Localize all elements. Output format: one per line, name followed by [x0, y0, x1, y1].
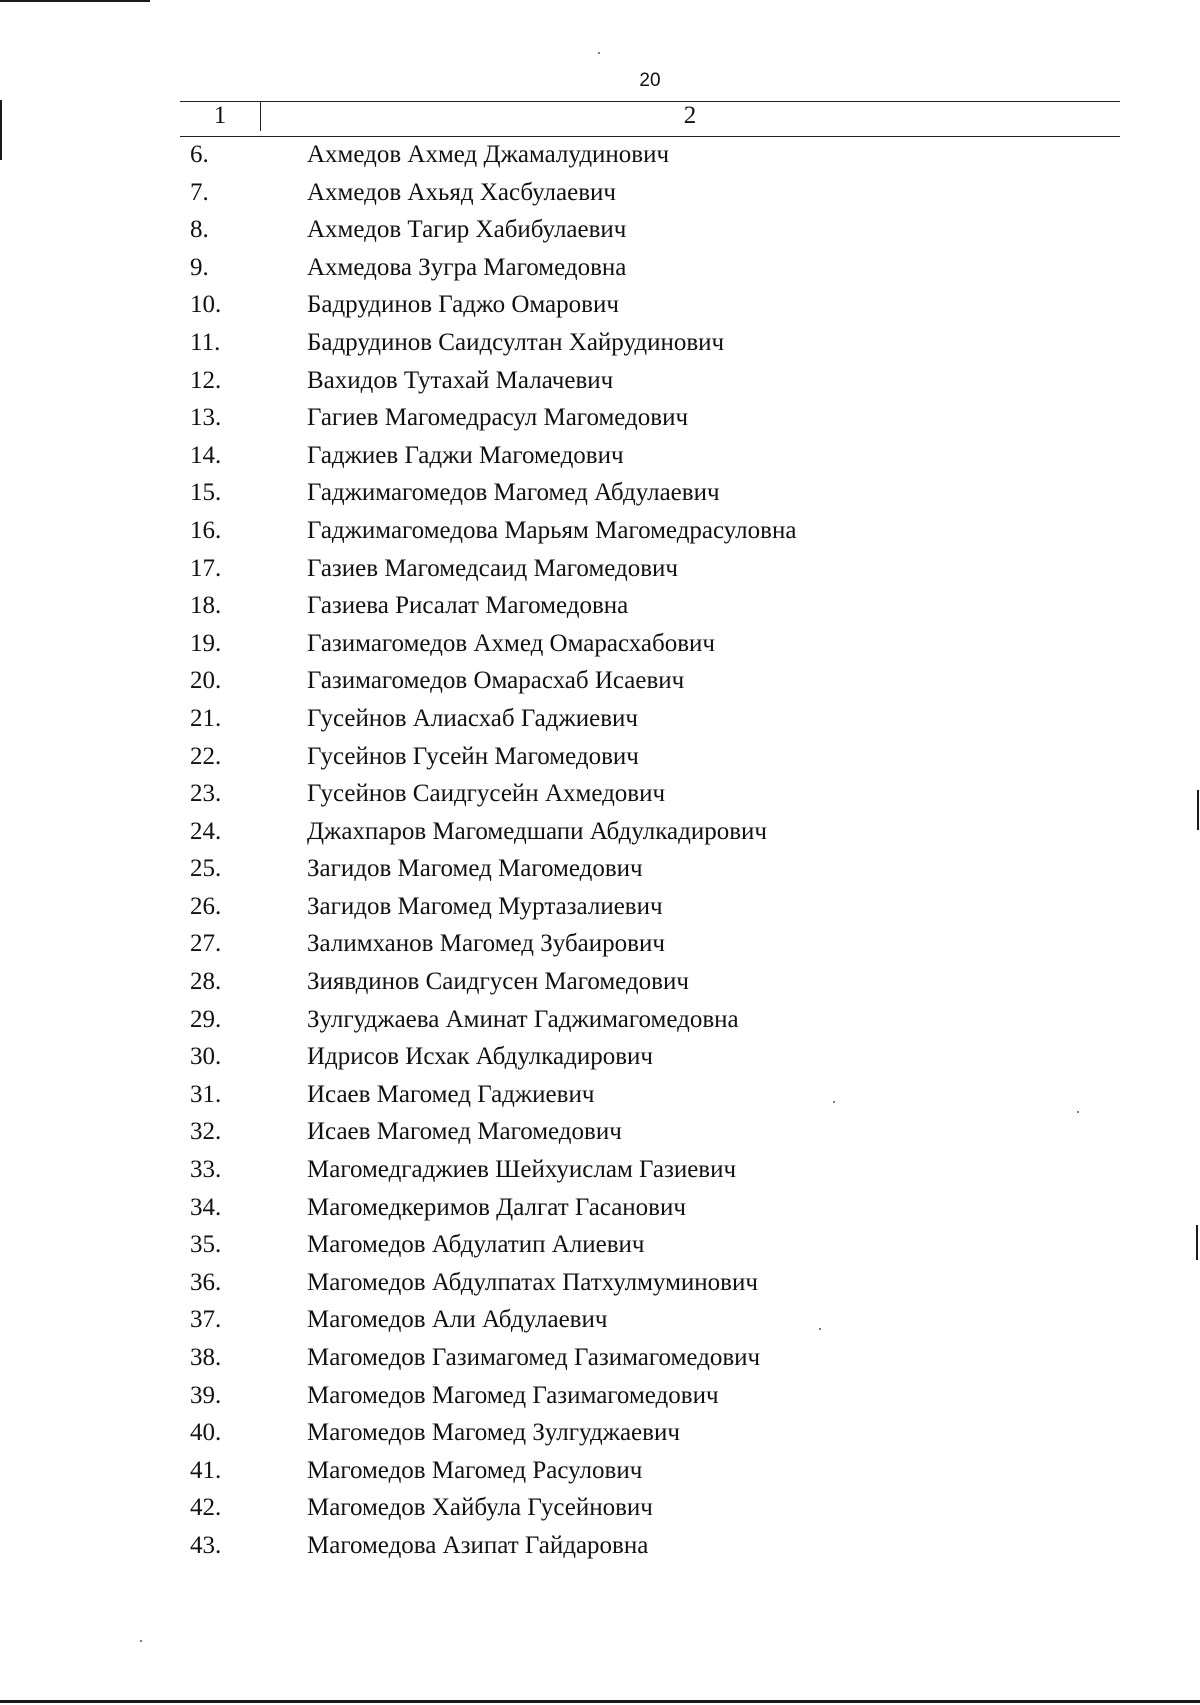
row-number: 24.: [190, 817, 222, 845]
row-number: 29.: [190, 1005, 222, 1033]
list-item: [190, 1339, 990, 1377]
person-name: Бадрудинов Саидсултан Хайрудинович: [307, 328, 725, 356]
table-header-divider: [260, 101, 261, 131]
person-name: Ахмедов Ахьяд Хасбулаевич: [307, 178, 616, 206]
table-top-rule: [180, 101, 1120, 102]
person-name: Гагиев Магомедрасул Магомедович: [307, 404, 689, 432]
row-number: 15.: [190, 479, 222, 507]
person-name: Гаджимагомедов Магомед Абдулаевич: [307, 479, 720, 507]
list-item: [190, 1489, 990, 1527]
person-name: Магомедов Магомед Зулгуджаевич: [307, 1419, 680, 1447]
row-number: 28.: [190, 968, 222, 996]
person-name: Ахмедов Ахмед Джамалудинович: [307, 141, 670, 168]
row-number: 33.: [190, 1156, 222, 1184]
person-name: Ахмедов Тагир Хабибулаевич: [307, 216, 627, 244]
list-item: [190, 1113, 990, 1151]
person-name: Бадрудинов Гаджо Омарович: [307, 291, 619, 319]
person-name: Загидов Магомед Муртазалиевич: [307, 892, 663, 920]
person-name: Магомедов Али Абдулаевич: [307, 1306, 608, 1334]
person-name: Газиева Рисалат Магомедовна: [307, 592, 629, 620]
list-item: [190, 888, 990, 926]
scan-speck: [598, 52, 600, 54]
person-name: Зиявдинов Саидгусен Магомедович: [307, 968, 689, 996]
list-item: [190, 474, 990, 512]
row-number: 25.: [190, 855, 222, 883]
list-item: [190, 775, 990, 813]
row-number: 35.: [190, 1231, 222, 1259]
person-name: Гусейнов Гусейн Магомедович: [307, 742, 639, 770]
row-number: 36.: [190, 1268, 222, 1296]
row-number: 23.: [190, 780, 222, 808]
person-name: Магомедов Магомед Расулович: [307, 1456, 643, 1484]
list-item: [190, 850, 990, 888]
person-name: Магомедов Хайбула Гусейнович: [307, 1494, 653, 1522]
person-name: Исаев Магомед Гаджиевич: [307, 1080, 595, 1108]
scan-edge-top-left: [0, 0, 150, 2]
list-item: [190, 1452, 990, 1490]
list-item: [190, 1377, 990, 1415]
list-item: [190, 437, 990, 475]
list-item: [190, 738, 990, 776]
list-item: [190, 512, 990, 550]
list-item: [190, 1226, 990, 1264]
person-name: Магомедова Азипат Гайдаровна: [307, 1531, 649, 1559]
row-number: 21.: [190, 704, 222, 732]
row-number: 42.: [190, 1494, 222, 1522]
person-name: Магомедгаджиев Шейхуислам Газиевич: [307, 1156, 737, 1184]
person-name: Гусейнов Алиасхаб Гаджиевич: [307, 704, 638, 732]
list-item: [190, 1189, 990, 1227]
list-item: [190, 550, 990, 588]
list-item: [190, 1527, 990, 1565]
list-item: [190, 662, 990, 700]
row-number: 30.: [190, 1043, 222, 1071]
row-number: 34.: [190, 1193, 222, 1221]
person-name: Загидов Магомед Магомедович: [307, 855, 643, 883]
list-item: [190, 136, 990, 174]
list-item: [190, 174, 990, 212]
row-number: 8.: [190, 216, 209, 244]
name-list: [190, 136, 990, 1565]
list-item: [190, 249, 990, 287]
row-number: 37.: [190, 1306, 222, 1334]
row-number: 9.: [190, 253, 209, 281]
page-number: 20: [639, 70, 661, 91]
row-number: 22.: [190, 742, 222, 770]
scan-edge-left: [0, 100, 2, 160]
list-item: [190, 1414, 990, 1452]
list-item: [190, 1001, 990, 1039]
person-name: Исаев Магомед Магомедович: [307, 1118, 622, 1146]
person-name: Залимханов Магомед Зубаирович: [307, 930, 665, 958]
list-item: [190, 286, 990, 324]
row-number: 7.: [190, 178, 209, 206]
row-number: 19.: [190, 629, 222, 657]
list-item: [190, 625, 990, 663]
row-number: 14.: [190, 441, 222, 469]
scan-edge-right-lower: [1196, 1225, 1198, 1260]
row-number: 6.: [190, 141, 209, 168]
person-name: Зулгуджаева Аминат Гаджимагомедовна: [307, 1005, 739, 1033]
row-number: 27.: [190, 930, 222, 958]
row-number: 41.: [190, 1456, 222, 1484]
row-number: 16.: [190, 516, 222, 544]
row-number: 31.: [190, 1080, 222, 1108]
scan-speck: [1077, 1111, 1079, 1113]
person-name: Магомедов Абдулпатах Патхулмуминович: [307, 1268, 758, 1296]
person-name: Вахидов Тутахай Малачевич: [307, 366, 614, 394]
person-name: Магомедов Газимагомед Газимагомедович: [307, 1344, 761, 1371]
person-name: Джахпаров Магомедшапи Абдулкадирович: [307, 817, 767, 845]
person-name: Газимагомедов Омарасхаб Исаевич: [307, 667, 685, 695]
list-item: [190, 963, 990, 1001]
list-item: [190, 700, 990, 738]
list-item: [190, 925, 990, 963]
person-name: Магомедов Магомед Газимагомедович: [307, 1381, 719, 1409]
row-number: 26.: [190, 892, 222, 920]
list-item: [190, 1038, 990, 1076]
list-item: [190, 587, 990, 625]
row-number: 20.: [190, 667, 222, 695]
person-name: Идрисов Исхак Абдулкадирович: [307, 1043, 653, 1071]
person-name: Газиев Магомедсаид Магомедович: [307, 554, 679, 582]
row-number: 38.: [190, 1344, 222, 1371]
person-name: Магомедов Абдулатип Алиевич: [307, 1231, 645, 1259]
row-number: 39.: [190, 1381, 222, 1409]
row-number: 18.: [190, 592, 222, 620]
scan-speck: [140, 1640, 142, 1642]
person-name: Магомедкеримов Далгат Гасанович: [307, 1193, 686, 1221]
list-item: [190, 211, 990, 249]
list-item: [190, 1301, 990, 1339]
person-name: Газимагомедов Ахмед Омарасхабович: [307, 629, 715, 657]
list-item: [190, 1151, 990, 1189]
row-number: 43.: [190, 1531, 222, 1559]
column-header-2: 2: [683, 102, 697, 129]
row-number: 11.: [190, 328, 221, 356]
list-item: [190, 362, 990, 400]
person-name: Гаджимагомедова Марьям Магомедрасуловна: [307, 516, 797, 544]
row-number: 13.: [190, 404, 222, 432]
scan-edge-bottom: [0, 1700, 1200, 1703]
person-name: Гаджиев Гаджи Магомедович: [307, 441, 624, 469]
list-item: [190, 324, 990, 362]
list-item: [190, 1264, 990, 1302]
list-item: [190, 1076, 990, 1114]
row-number: 12.: [190, 366, 222, 394]
row-number: 17.: [190, 554, 222, 582]
list-item: [190, 399, 990, 437]
row-number: 32.: [190, 1118, 222, 1146]
list-item: [190, 813, 990, 851]
row-number: 40.: [190, 1419, 222, 1447]
row-number: 10.: [190, 291, 222, 319]
person-name: Гусейнов Саидгусейн Ахмедович: [307, 780, 666, 808]
person-name: Ахмедова Зугра Магомедовна: [307, 253, 627, 281]
column-header-1: 1: [213, 102, 227, 129]
scan-edge-right-upper: [1197, 790, 1199, 830]
